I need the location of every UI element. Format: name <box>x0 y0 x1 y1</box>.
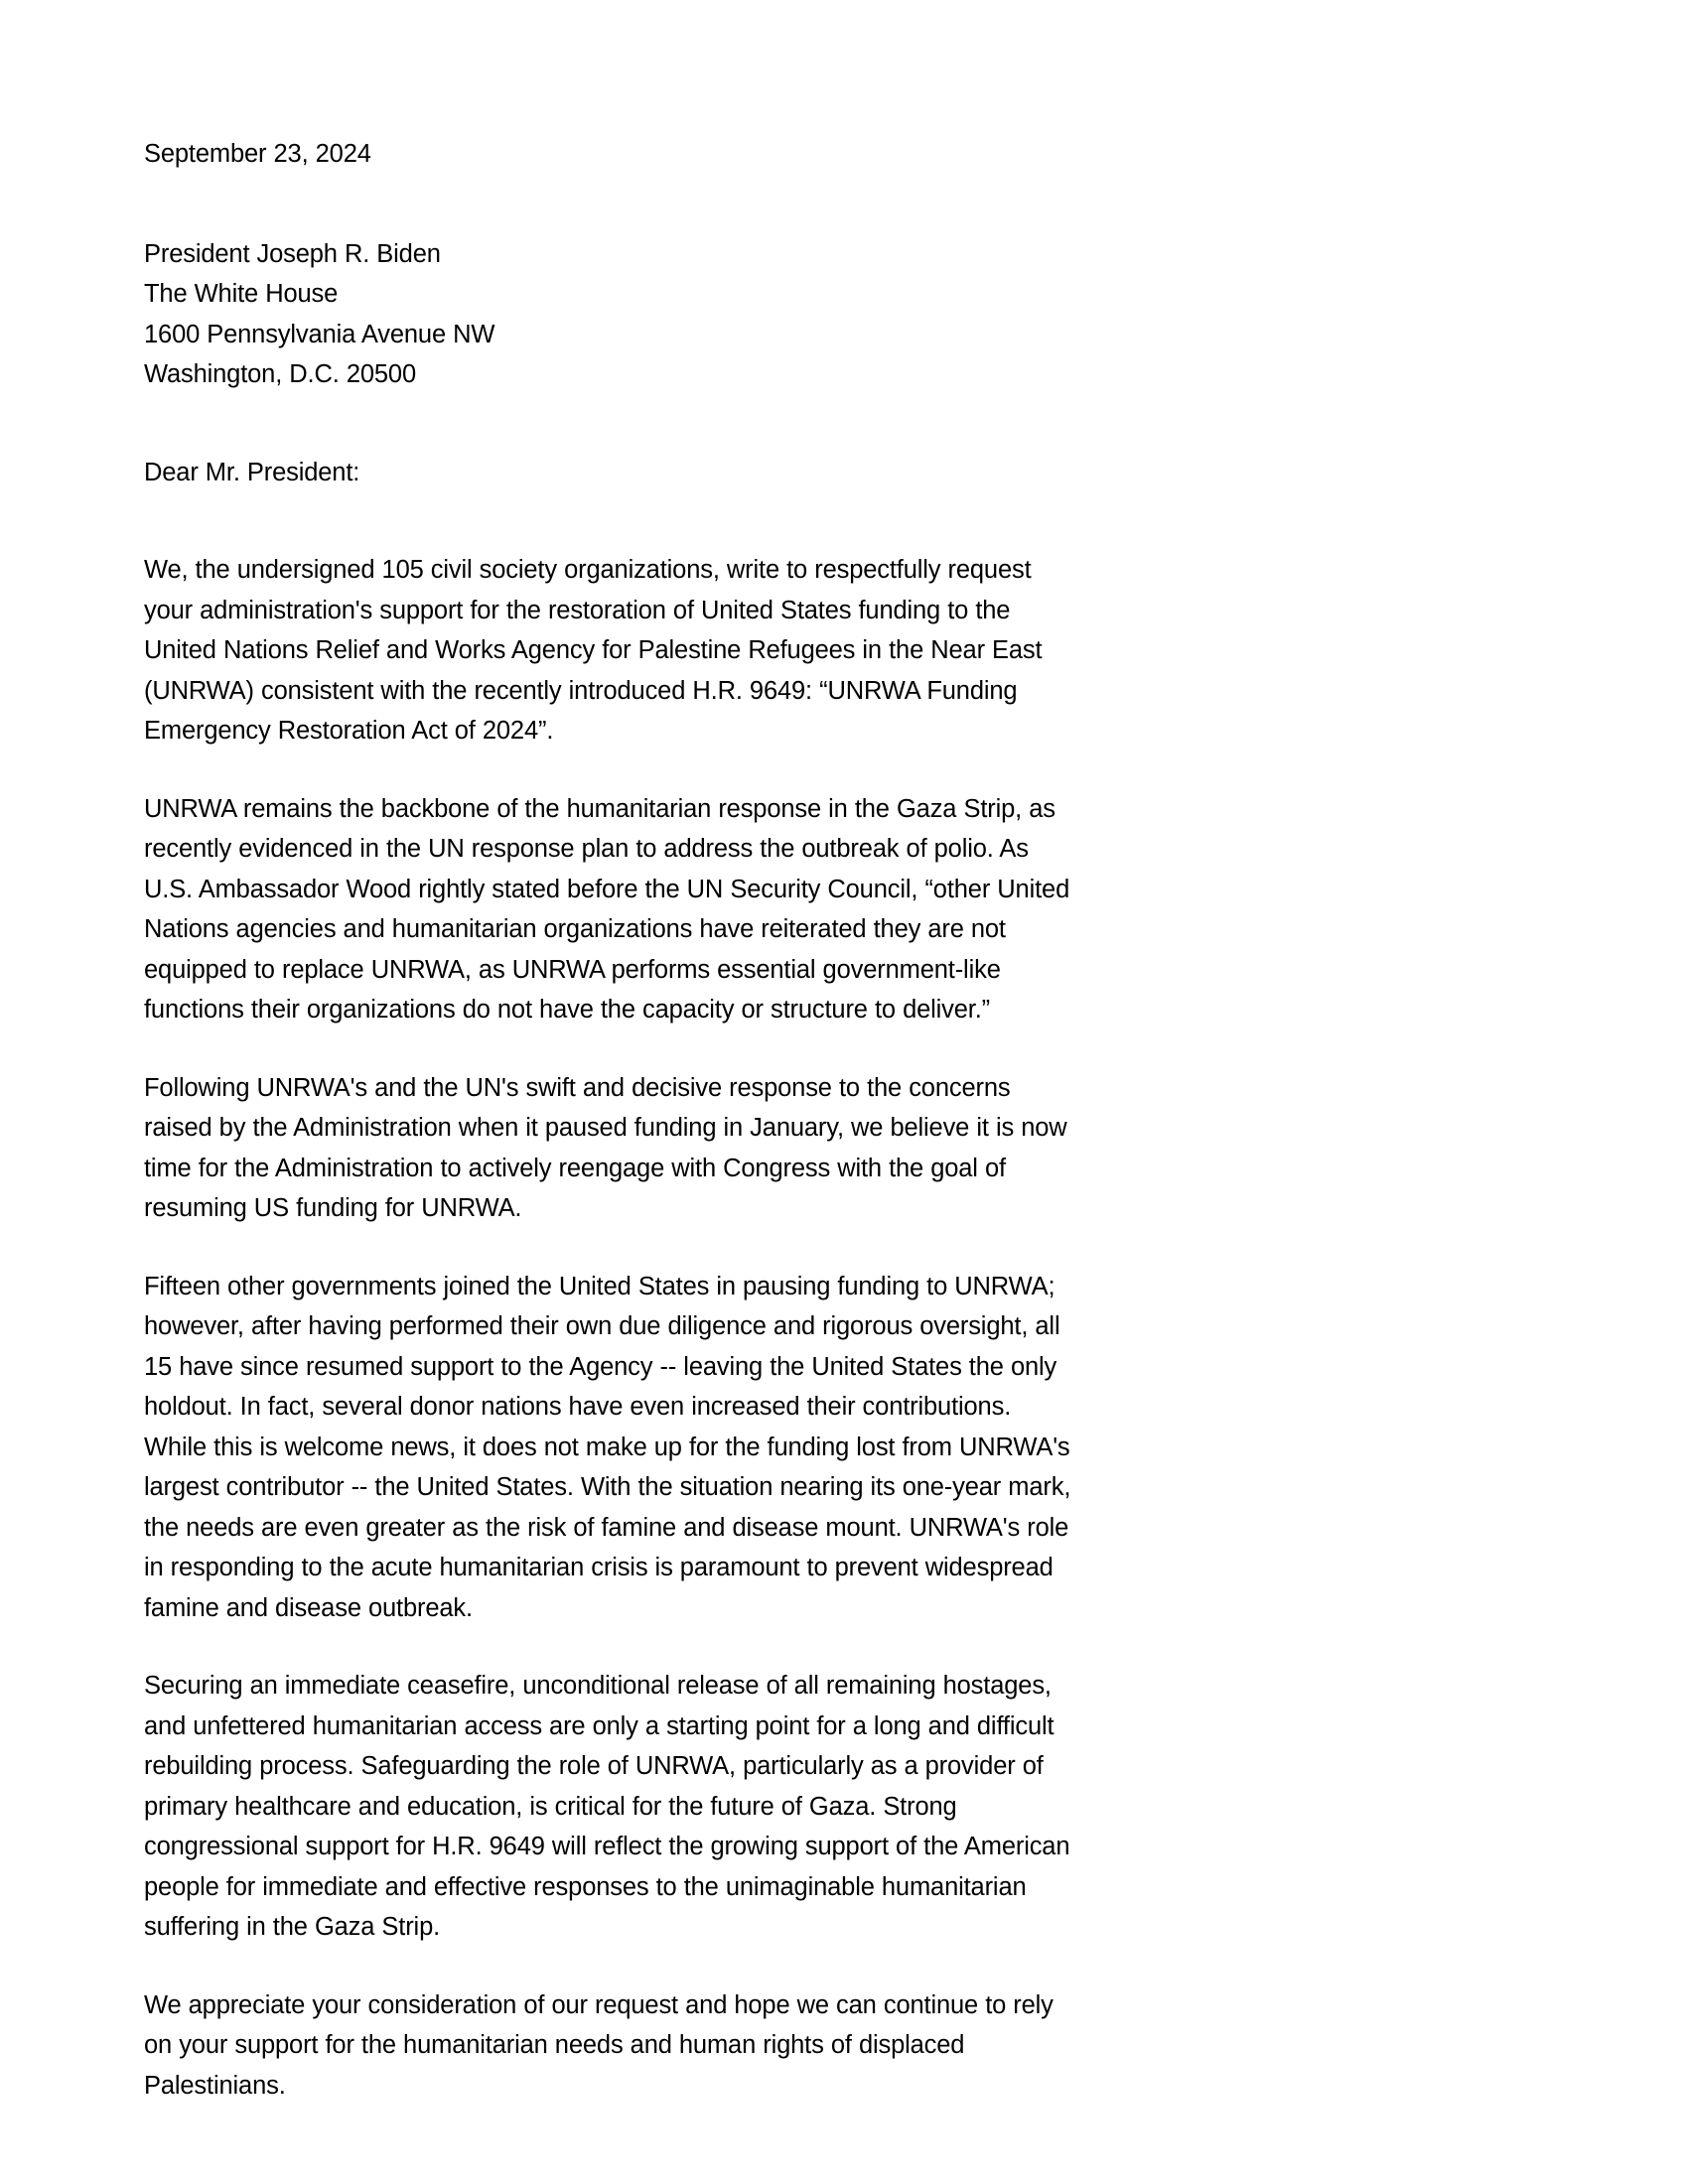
letter-date: September 23, 2024 <box>144 140 371 168</box>
recipient-organization: The White House <box>144 280 339 308</box>
date-block <box>144 134 1077 175</box>
letter-content <box>144 134 1077 2106</box>
recipient-name: President Joseph R. Biden <box>144 239 441 268</box>
recipient-city-state-zip: Washington, D.C. 20500 <box>144 360 416 388</box>
recipient-address-block <box>144 234 1077 395</box>
salutation: Dear Mr. President: <box>144 458 360 486</box>
recipient-street-address: 1600 Pennsylvania Avenue NW <box>144 320 495 348</box>
body-paragraph: We appreciate your consideration of our request and hope we can continue to rely on your support for the humanitarian needs and human rights of displaced Palestinians. <box>144 1990 1060 2100</box>
body-paragraph: UNRWA remains the backbone of the humanitarian response in the Gaza Strip, as recently evidenced in the UN response plan to address the outbreak of polio. As U.S. Ambassador Wood rightly stated before the UN Security Council, “other United Nations agencies and humanitarian organizations have reiterated they are not equipped to replace UNRWA, as UNRWA performs essential government-like functions their organizations do not have the capacity or structure to deliver.” <box>144 794 1077 1024</box>
body-paragraph: We, the undersigned 105 civil society organizations, write to respectfully request your administration's support for the restoration of United States funding to the United Nations Relief and Works Agency for Palestine Refugees in the Near East (UNRWA) consistent with the recently introduced H.R. 9649: “UNRWA Funding Emergency Restoration Act of 2024”. <box>144 556 1050 745</box>
body-paragraph: Fifteen other governments joined the United States in pausing funding to UNRWA; however, after having performed their own due diligence and rigorous oversight, all 15 have since resumed support to the Agency -- leaving the United States the only holdout. In fact, several donor nations have even increased their contributions. While this is welcome news, it does not make up for the funding lost from UNRWA's largest contributor -- the United States. With the situation nearing its one-year mark, the needs are even greater as the risk of famine and disease mount. UNRWA's role in responding to the acute humanitarian crisis is paramount to prevent widespread famine and disease outbreak. <box>144 1272 1078 1622</box>
body-paragraph: Securing an immediate ceasefire, unconditional release of all remaining hostages, and unfettered humanitarian access are only a starting point for a long and difficult rebuilding process. Safeguarding the role of UNRWA, particularly as a provider of primary healthcare and education, is critical for the future of Gaza. Strong congressional support for H.R. 9649 will reflect the growing support of the American people for immediate and effective responses to the unimaginable humanitarian suffering in the Gaza Strip. <box>144 1672 1077 1941</box>
salutation-block <box>144 453 1077 493</box>
body-paragraphs <box>144 550 1077 2106</box>
body-paragraph: Following UNRWA's and the UN's swift and decisive response to the concerns raised by the Administration when it paused funding in January, we believe it is now time for the Administration to actively reengage with Congress with the goal of resuming US funding for UNRWA. <box>144 1073 1074 1222</box>
